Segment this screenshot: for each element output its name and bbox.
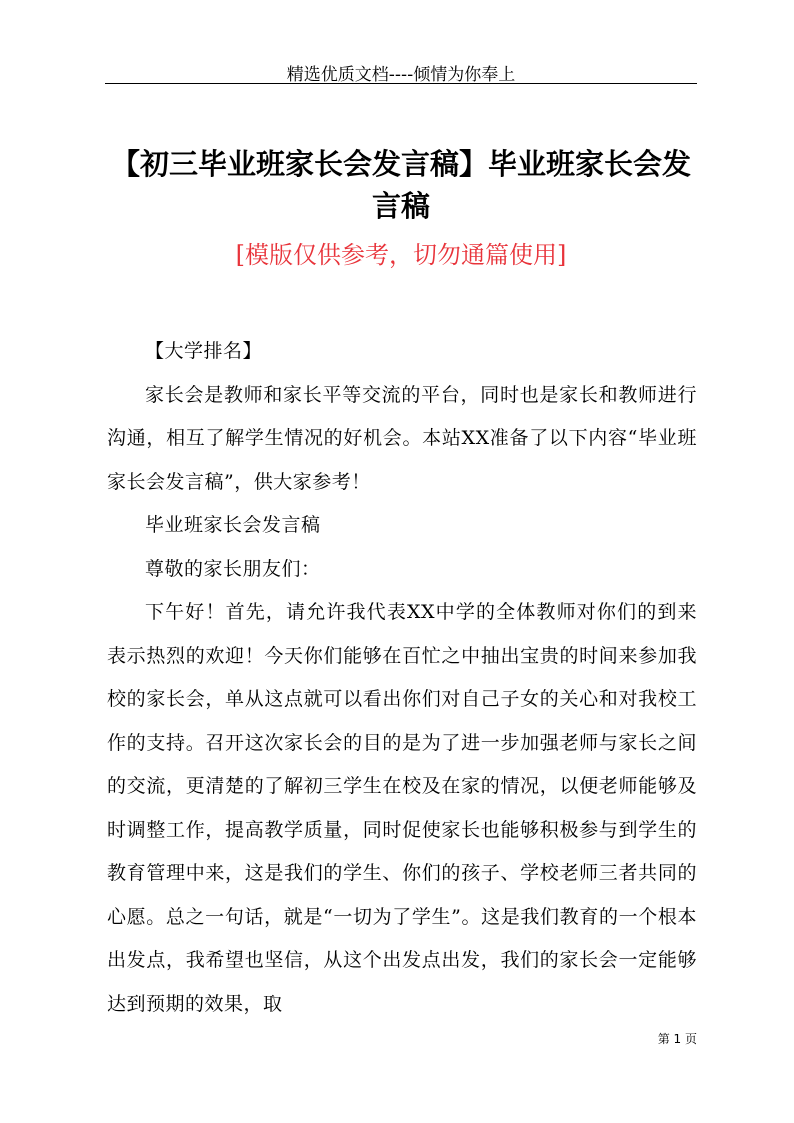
paragraph-section-tag: 【大学排名】 (145, 340, 263, 362)
document-title: 【初三毕业班家长会发言稿】毕业班家长会发言稿 (110, 147, 691, 223)
page-header: 精选优质文档----倾情为你奉上 (286, 65, 516, 85)
document-body (107, 330, 697, 1026)
paragraph-intro: 家长会是教师和家长平等交流的平台，同时也是家长和教师进行沟通，相互了解学生情况的好机会。本站XX准备了以下内容“毕业班家长会发言稿”，供大家参考！ (107, 383, 697, 493)
paragraph-heading: 毕业班家长会发言稿 (145, 514, 321, 536)
template-notice: [模版仅供参考，切勿通篇使用] (235, 241, 567, 269)
paragraph-main: 下午好！首先，请允许我代表XX中学的全体教师对你们的到来表示热烈的欢迎！今天你们能够在百忙之中抽出宝贵的时间来参加我校的家长会，单从这点就可以看出你们对自己子女的关心和对我校工作的支持。召开这次家长会的目的是为了进一步加强老师与家长之间的交流，更清楚的了解初三学生在校及在家的情况，以便老师能够及时调整工作，提高教学质量，同时促使家长也能够积极参与到学生的教育管理中来，这是我们的学生、你们的孩子、学校老师三者共同的心愿。总之一句话，就是“一切为了学生”。这是我们教育的一个根本出发点，我希望也坚信，从这个出发点出发，我们的家长会一定能够达到预期的效果，取 (107, 601, 697, 1015)
page-number: 第 1 页 (657, 1032, 697, 1046)
paragraph-salutation: 尊敬的家长朋友们： (145, 557, 321, 580)
header-divider (105, 83, 697, 84)
